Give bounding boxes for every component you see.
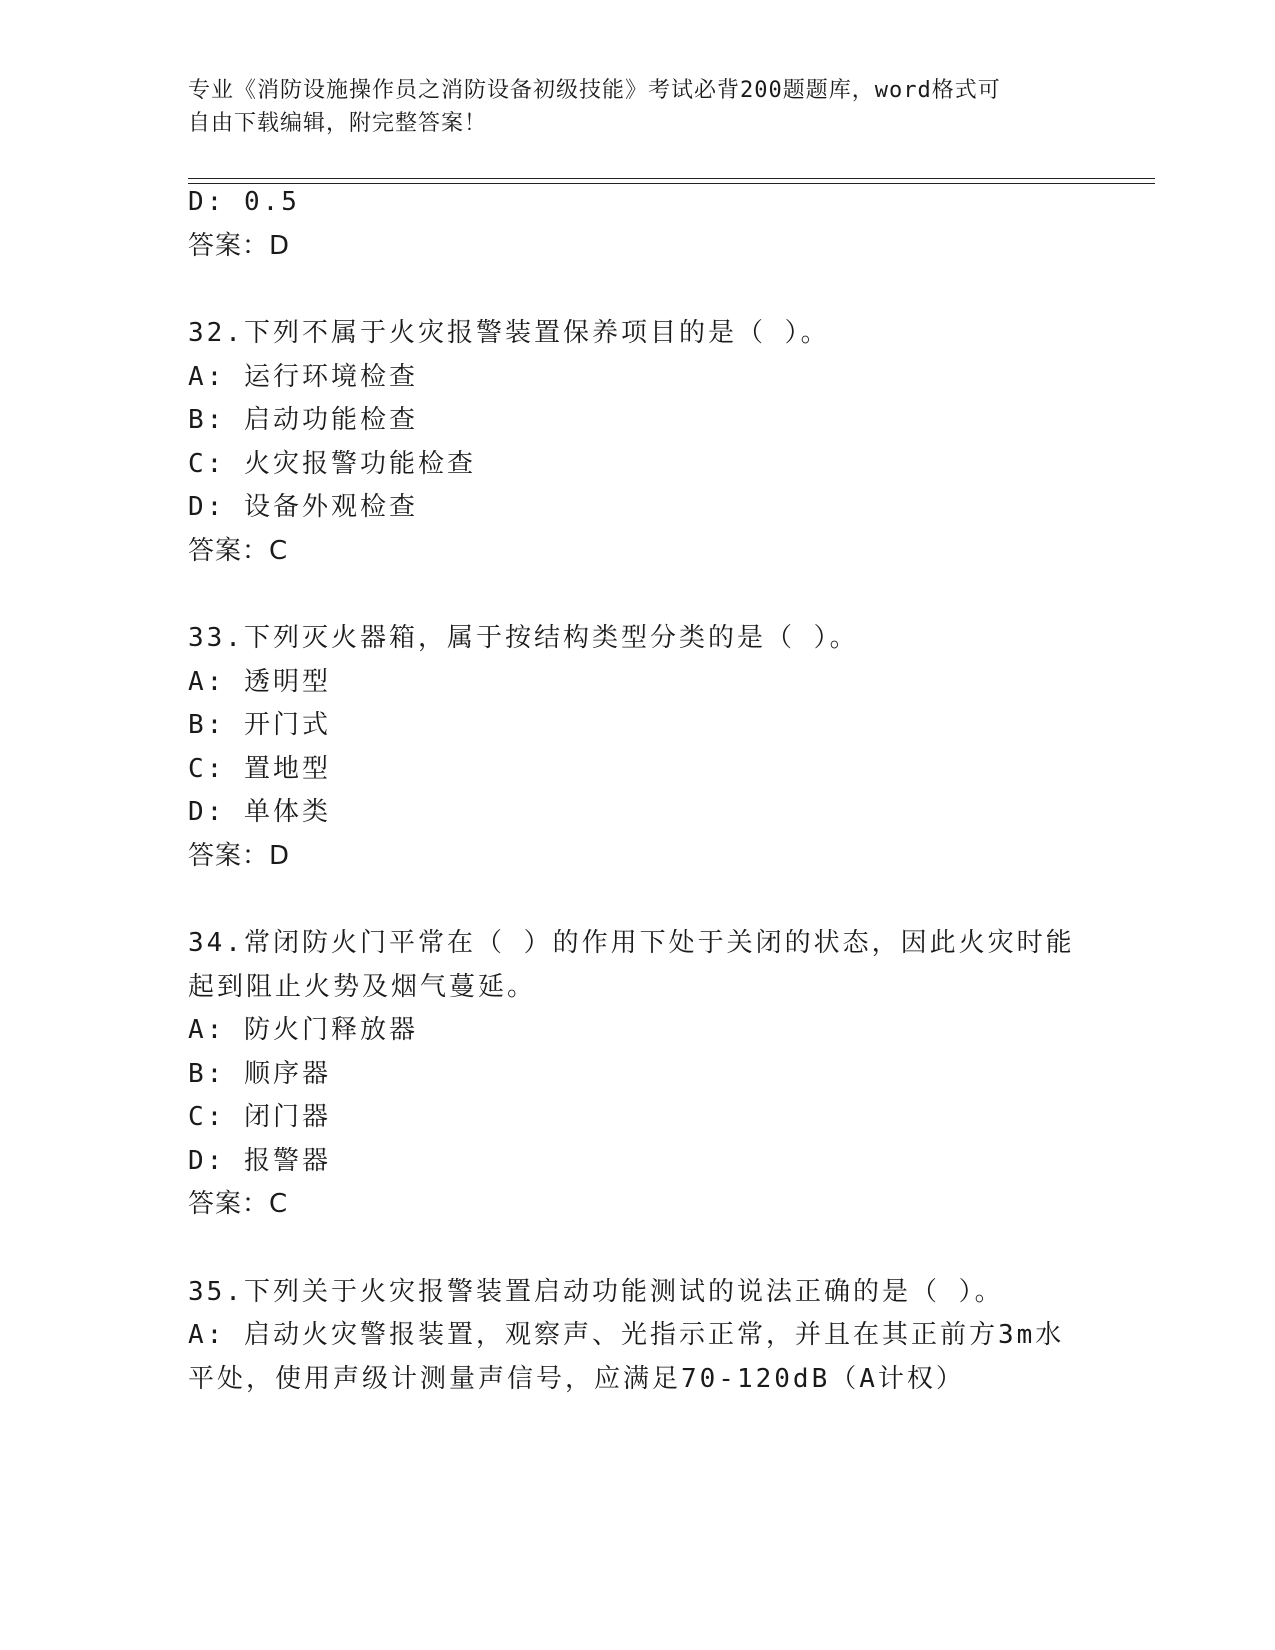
header-line-2: 自由下载编辑，附完整答案！ [188,111,488,136]
q32-answer: 答案：C [188,536,289,566]
q33-option-d: D: 单体类 [188,797,331,827]
prev-answer: 答案：D [188,231,291,261]
q32-option-d: D: 设备外观检查 [188,492,418,522]
q35-option-a-line-2: 平处，使用声级计测量声信号，应满足70-120dB（A计权） [188,1364,965,1394]
q33-option-a: A: 透明型 [188,667,331,697]
q34-option-d: D: 报警器 [188,1146,331,1176]
q32-stem: 32.下列不属于火灾报警装置保养项目的是（ ）。 [188,318,830,348]
q34-stem-line-1: 34.常闭防火门平常在（ ）的作用下处于关闭的状态，因此火灾时能 [188,928,1075,958]
header-line-1: 专业《消防设施操作员之消防设备初级技能》考试必背200题题库，word格式可 [188,78,1001,103]
q32-option-a: A: 运行环境检查 [188,362,418,392]
q33-answer: 答案：D [188,841,291,871]
q35-option-a-line-1: A: 启动火灾警报装置，观察声、光指示正常，并且在其正前方3m水 [188,1320,1065,1350]
q33-option-b: B: 开门式 [188,710,331,740]
q34-answer: 答案：C [188,1189,289,1219]
q34-option-b: B: 顺序器 [188,1059,331,1089]
header-divider-top [188,178,1155,179]
q34-stem-line-2: 起到阻止火势及烟气蔓延。 [188,972,537,1002]
q32-option-b: B: 启动功能检查 [188,405,418,435]
q32-option-c: C: 火灾报警功能检查 [188,449,476,479]
prev-option-d: D: 0.5 [188,187,300,217]
q34-option-c: C: 闭门器 [188,1102,331,1132]
q34-option-a: A: 防火门释放器 [188,1015,418,1045]
header-divider-bottom [188,183,1155,184]
q35-stem: 35.下列关于火灾报警装置启动功能测试的说法正确的是（ ）。 [188,1277,1004,1307]
document-header [188,74,1068,140]
q33-option-c: C: 置地型 [188,754,331,784]
q33-stem: 33.下列灭火器箱，属于按结构类型分类的是（ ）。 [188,623,859,653]
